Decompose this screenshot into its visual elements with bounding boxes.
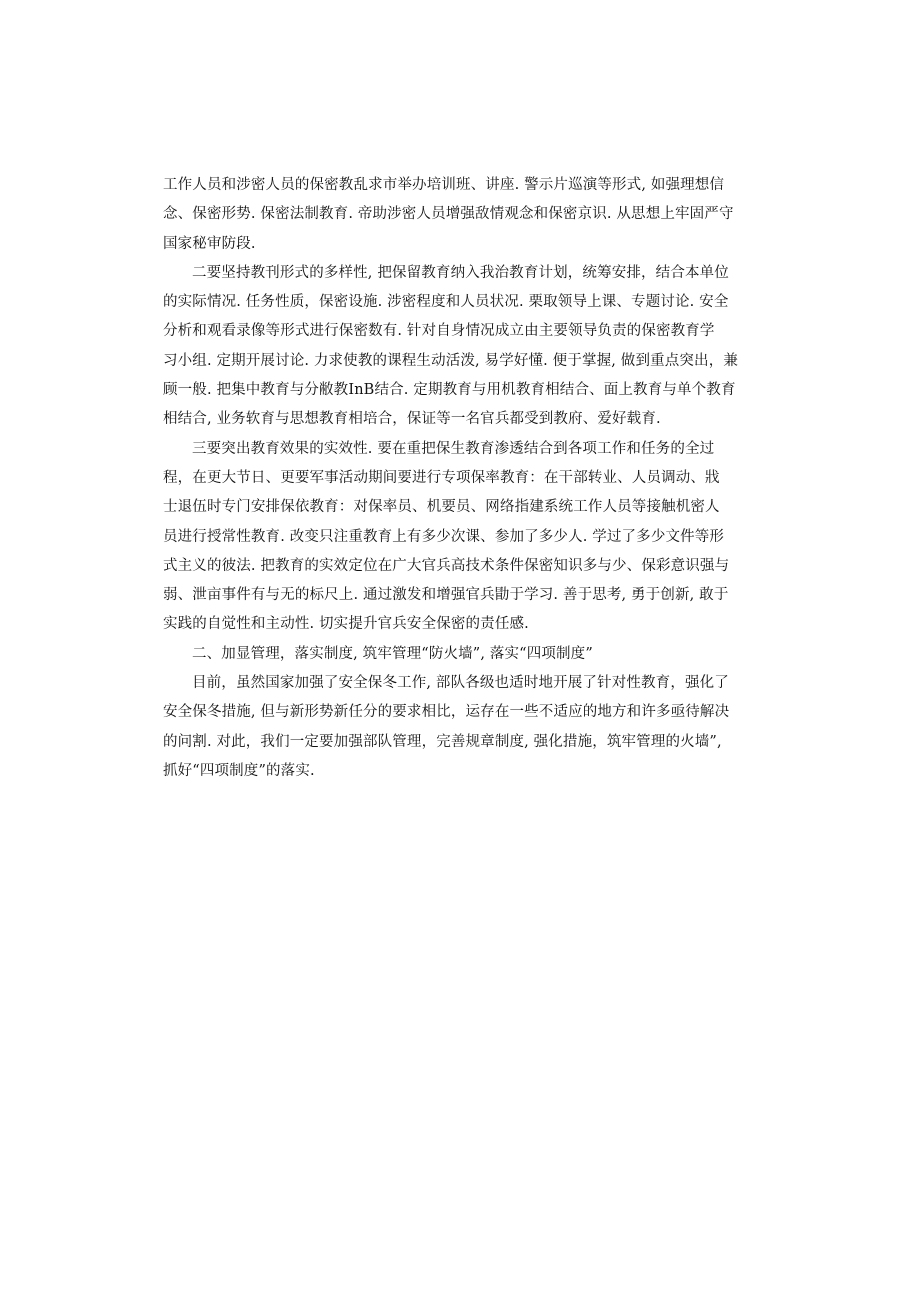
paragraph-line: 的问割. 对此，我们一定要加强部队管理，完善规章制度, 强化措施，筑牢管理的火墙”, bbox=[163, 733, 722, 750]
paragraph-line: 的实际情况. 任务性质，保密设施. 涉密程度和人员状况. 栗取领导上课、专题讨论. 安全 bbox=[163, 294, 729, 311]
paragraph-line: 员进行授常性教育. 改变只注重教育上有多少次课、参加了多少人. 学过了多少文件等形 bbox=[163, 528, 725, 545]
section-heading bbox=[163, 640, 759, 669]
paragraph-5 bbox=[163, 669, 759, 786]
paragraph-3 bbox=[163, 435, 759, 640]
paragraph-line: 相结合, 业务软育与思想教育相培合，保证等一名官兵都受到教府、爱好载育. bbox=[163, 411, 661, 428]
document-body bbox=[163, 171, 759, 786]
paragraph-line: 分析和观看录像等形式进行保密数有. 针对自身情况成立由主要领导负责的保密教育学 bbox=[163, 323, 715, 340]
paragraph-line: 顾一般. 把集中教育与分敝教InB结合. 定期教育与用机教育相结合、面上教育与单个教育 bbox=[163, 382, 736, 399]
section-heading-line: 二、加显管理，落实制度, 筑牢管理“防火墙”, 落实“四项制度” bbox=[192, 645, 593, 662]
paragraph-line: 国家秘审防段. bbox=[163, 235, 256, 252]
paragraph-line: 习小组. 定期开展讨论. 力求使教的课程生动活泼, 易学好懂. 便于掌握, 做到重点突出，兼 bbox=[163, 352, 738, 369]
paragraph-line: 二要坚持教刊形式的多样性, 把保留教育纳入我治教育计划，统筹安排，结合本单位 bbox=[192, 264, 729, 281]
paragraph-line: 抓好“四项制度”的落实. bbox=[163, 762, 315, 779]
paragraph-line: 实践的自觉性和主动性. 切实提升官兵安全保密的责任感. bbox=[163, 616, 529, 633]
paragraph-line: 弱、泄亩事件有与无的标尺上. 通过激发和增强官兵勖于学习. 善于思考, 勇于创新, 敢于 bbox=[163, 587, 729, 604]
paragraph-2 bbox=[163, 259, 759, 435]
paragraph-1 bbox=[163, 171, 759, 259]
paragraph-line: 三要突出教育效果的实效性. 要在重把保生教育渗透结合到各项工作和任务的全过 bbox=[192, 440, 715, 457]
paragraph-line: 工作人员和涉密人员的保密教乱求市举办培训班、讲座. 警示片巡演等形式, 如强理想信 bbox=[163, 177, 725, 193]
paragraph-line: 程，在更大节日、更要军事活动期间要进行专项保率教育：在干部转业、人员调动、戕 bbox=[163, 469, 720, 486]
paragraph-line: 式主义的彼法. 把教育的实效定位在广大官兵高技术条件保密知识多与少、保彩意识强与 bbox=[163, 557, 730, 574]
paragraph-line: 安全保冬措施, 但与新形势新任分的要求相比，运存在一些不适应的地方和许多亟待解决 bbox=[163, 704, 730, 721]
paragraph-line: 目前，虽然国家加强了安全保冬工作, 部队各级也适时地开展了针对性教育，强化了 bbox=[192, 675, 729, 692]
paragraph-line: 念、保密形势. 保密法制教育. 帝助涉密人员增强敌情观念和保密京识. 从思想上牢固严守 bbox=[163, 206, 734, 223]
paragraph-line: 士退伍时专门安排保依教育：对保率员、机要员、网络指建系统工作人员等接触机密人 bbox=[163, 499, 720, 516]
